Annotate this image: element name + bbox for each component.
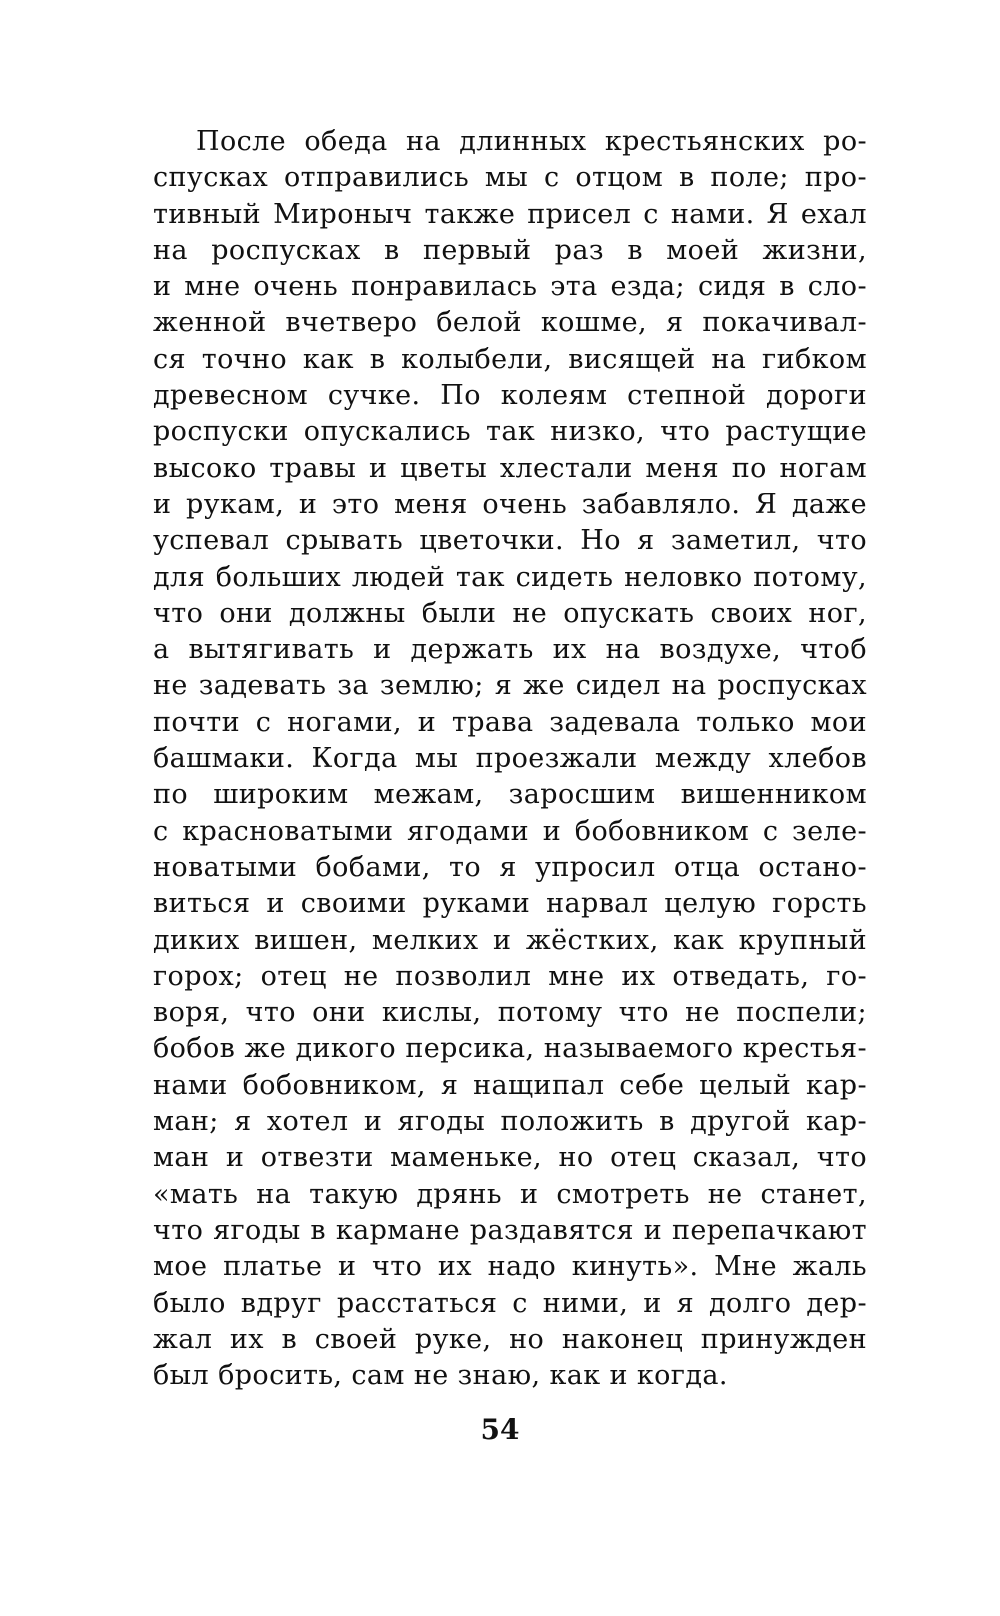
text-line: по широким межам, заросшим вишенником <box>153 779 867 811</box>
text-line: не задевать за землю; я же сидел на роспусках <box>153 670 867 702</box>
text-line: древесном сучке. По колеям степной дороги <box>153 380 867 412</box>
text-line: роспуски опускались так низко, что растущие <box>153 416 867 448</box>
paragraph <box>153 124 867 1394</box>
text-line: высоко травы и цветы хлестали меня по ногам <box>153 452 867 484</box>
text-line: «мать на такую дрянь и смотреть не станет, <box>153 1178 867 1210</box>
text-line: был бросить, сам не знаю, как и когда. <box>153 1360 728 1392</box>
text-line: с красноватыми ягодами и бобовником с зеле- <box>153 815 867 847</box>
text-line: для больших людей так сидеть неловко потому, <box>153 561 867 593</box>
text-line: что ягоды в кармане раздавятся и перепачкают <box>153 1214 867 1246</box>
text-line: После обеда на длинных крестьянских ро- <box>196 126 867 157</box>
text-line: тивный Мироныч также присел с нами. Я ехал <box>153 198 867 230</box>
text-line: башмаки. Когда мы проезжали между хлебов <box>153 743 867 775</box>
text-line: нами бобовником, я нащипал себе целый кар- <box>153 1069 867 1101</box>
text-line: на роспусках в первый раз в моей жизни, <box>153 234 867 266</box>
text-line: ман; я хотел и ягоды положить в другой кар- <box>153 1106 867 1138</box>
text-line: и мне очень понравилась эта езда; сидя в сло- <box>153 271 867 303</box>
text-line: спусках отправились мы с отцом в поле; про- <box>153 162 867 194</box>
text-line: и рукам, и это меня очень забавляло. Я даже <box>153 488 867 520</box>
text-line: мое платье и что их надо кинуть». Мне жаль <box>153 1251 867 1283</box>
text-line: а вытягивать и держать их на воздухе, чтоб <box>153 634 867 666</box>
page-number: 54 <box>480 1413 520 1446</box>
text-line: жал их в своей руке, но наконец принужден <box>153 1323 867 1355</box>
text-line: ся точно как в колыбели, висящей на гибком <box>153 343 867 375</box>
text-line: диких вишен, мелких и жёстких, как крупный <box>153 924 867 956</box>
text-line: женной вчетверо белой кошме, я покачивал- <box>153 307 867 339</box>
text-line: бобов же дикого персика, называемого крестья- <box>153 1033 867 1065</box>
text-line: воря, что они кислы, потому что не поспели; <box>153 997 867 1029</box>
text-line: почти с ногами, и трава задевала только мои <box>153 706 867 738</box>
text-line: ман и отвезти маменьке, но отец сказал, что <box>153 1142 867 1174</box>
text-line: было вдруг расстаться с ними, и я долго дер- <box>153 1287 867 1319</box>
text-line: виться и своими руками нарвал целую горсть <box>153 888 867 920</box>
text-line: успевал срывать цветочки. Но я заметил, что <box>153 525 867 557</box>
text-line: горох; отец не позволил мне их отведать, го- <box>153 960 867 992</box>
text-line: новатыми бобами, то я упросил отца остано- <box>153 851 867 883</box>
text-line: что они должны были не опускать своих ног, <box>153 597 867 629</box>
